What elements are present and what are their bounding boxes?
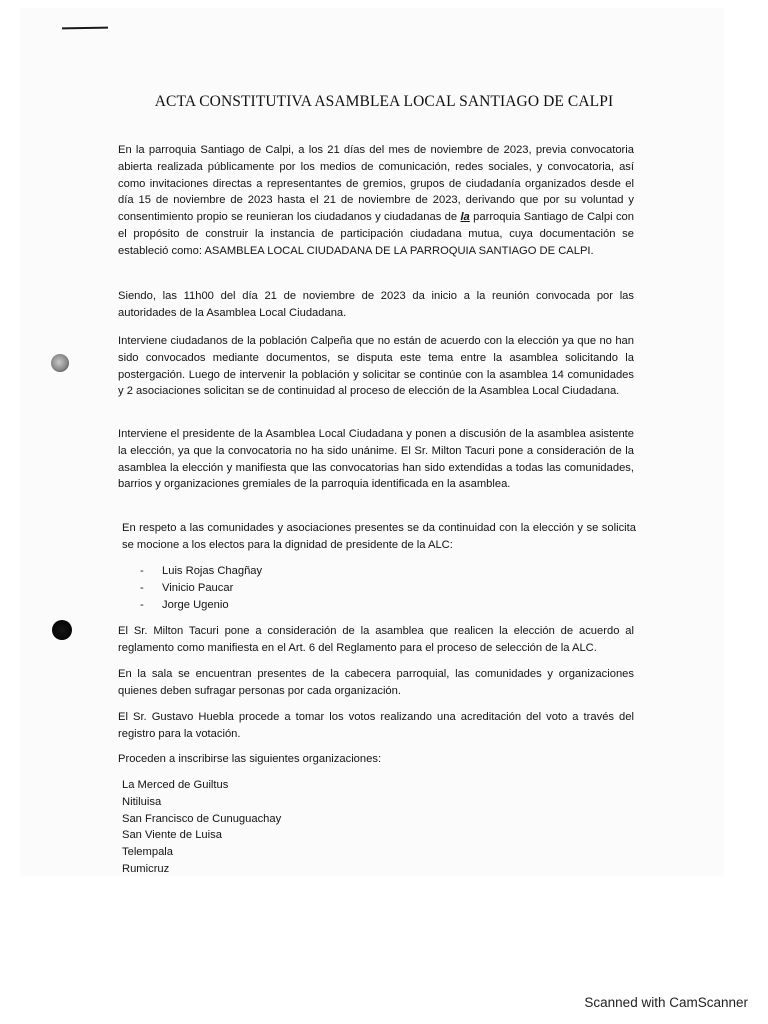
- punch-hole-top: [51, 354, 69, 372]
- list-item: San Francisco de Cunuguachay: [122, 812, 282, 825]
- paragraph-intro-text: En la parroquia Santiago de Calpi, a los 21 días del mes de noviembre de 2023, previa convocatoria abierta realizada públicamente por los medios de comunicación, redes sociales, y convocatoria, así como invitaciones directas a representantes de gremios, grupos de ciudadanía organizados desde el día 15 de noviembre de 2023 hasta el 21 de noviembre de 2023, derivando que por su voluntad y consentimiento propio se reunieran los ciudadanos y ciudadanas de: [118, 144, 634, 224]
- scanner-watermark: Scanned with CamScanner: [584, 995, 748, 1010]
- list-item: [140, 580, 262, 597]
- paragraph-registration: Proceden a inscribirse las siguientes organizaciones:: [118, 753, 382, 765]
- document-title: ACTA CONSTITUTIVA ASAMBLEA LOCAL SANTIAGO DE CALPI: [154, 93, 614, 110]
- list-item: La Merced de Guiltus: [122, 779, 229, 791]
- paragraph-start-time: Siendo, las 11h00 del día 21 de noviembre de 2023 da inicio a la reunión convocada por las autoridades de la Asamblea Local Ciudadana.: [118, 290, 634, 319]
- candidate-name: Vinicio Paucar: [162, 581, 234, 594]
- list-item: Nitiluisa: [122, 795, 162, 808]
- paragraph-voting: El Sr. Gustavo Huebla procede a tomar los votos realizando una acreditación del voto a través del registro para la votación.: [118, 711, 634, 740]
- paragraph-president-intervention: Interviene el presidente de la Asamblea Local Ciudadana y ponen a discusión de la asamblea asistente la elección, ya que la convocatoria no ha sido unánime. El Sr. Milton Tacuri pone a consideración de la asamblea la elección y manifiesta que las convocatorias han sido extendidas a todas las comunidades, barrios y organizaciones gremiales de la parroquia identificada en la asamblea.: [118, 428, 634, 491]
- candidate-name: Luis Rojas Chagñay: [162, 565, 263, 577]
- list-dash: -: [140, 565, 144, 577]
- punch-hole-bottom: [52, 620, 72, 640]
- candidate-list: [140, 563, 262, 613]
- list-item: [140, 563, 262, 580]
- paragraph-regulation: El Sr. Milton Tacuri pone a consideración de la asamblea que realicen la elección de acuerdo al reglamento como manifiesta en el Art. 6 del Reglamento para el proceso de selección de la ALC.: [118, 625, 634, 654]
- paragraph-intro: [118, 142, 634, 260]
- paragraph-intro-text-end: parroquia Santiago de Calpi con el propósito de construir la instancia de participación ciudadana mutua, cuya documentación se estableció como: ASAMBLEA LOCAL CIUDADANA DE LA PARROQUIA SANTIAGO DE CALPI.: [118, 211, 634, 257]
- paragraph-attendance: En la sala se encuentran presentes de la cabecera parroquial, las comunidades y organizaciones quienes deben sufragar personas por cada organización.: [118, 668, 634, 697]
- paragraph-continuation: En respeto a las comunidades y asociaciones presentes se da continuidad con la elección y se solicita se mocione a los electos para la dignidad de presidente de la ALC:: [122, 522, 636, 551]
- list-dash: -: [140, 581, 144, 594]
- organization-list: [122, 777, 281, 878]
- list-dash: -: [140, 598, 144, 611]
- emphasized-word: la: [460, 211, 470, 224]
- paragraph-citizen-objection: Interviene ciudadanos de la población Calpeña que no están de acuerdo con la elección ya que no han sido convocados mediante documentos, se disputa este tema entre la asamblea solicitando la postergación. Luego de intervenir la población y solicitar se continúe con la asamblea 14 comunidades y 2 asociaciones solicitan se de continuidad al proceso de elección de la Asamblea Local Ciudadana.: [118, 335, 634, 398]
- list-item: Rumicruz: [122, 862, 170, 875]
- candidate-name: Jorge Ugenio: [162, 598, 229, 611]
- list-item: San Viente de Luisa: [122, 829, 222, 842]
- list-item: [140, 597, 262, 614]
- list-item: Telempala: [122, 846, 173, 859]
